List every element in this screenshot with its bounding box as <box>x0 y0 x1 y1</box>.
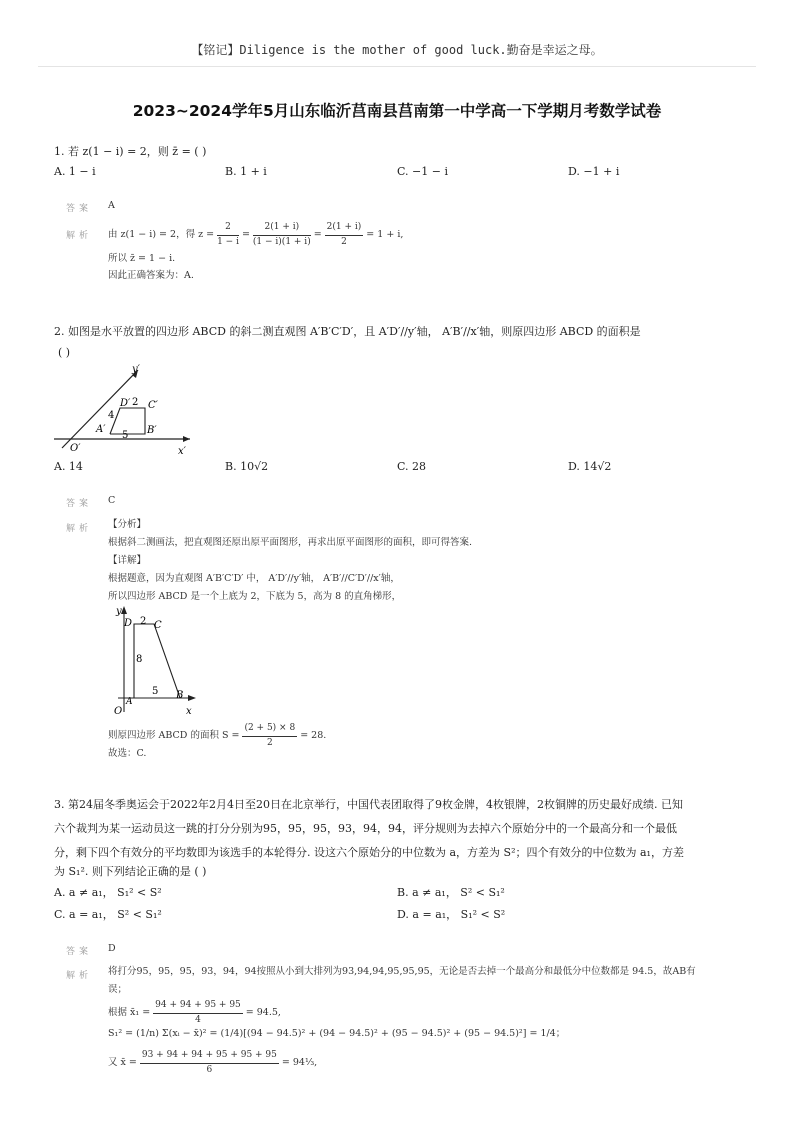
fraction: $\frac{2(1 + i)}{(1 - i)(1 + i)}$ <box>252 222 311 247</box>
q1-solution-line2: 所以 z̄ = 1 − i. <box>108 253 176 264</box>
q3-option-b[interactable]: B. a ≠ a₁， S² < S₁² <box>397 886 505 899</box>
q1-option-d[interactable]: D. −1 + i <box>568 165 620 178</box>
axis-label-x: x′ <box>178 446 186 457</box>
point-label-d: D <box>124 618 133 629</box>
q2-option-d[interactable]: D. 14√2 <box>568 460 612 473</box>
q3-stem-line4: 为 S₁². 则下列结论正确的是 ( ) <box>54 865 207 878</box>
length-label-side: 8 <box>136 654 143 665</box>
q3-sol-line3 <box>108 999 281 1027</box>
q2-sol-line5: 故选：C. <box>108 748 147 759</box>
q3-answer-label: 答案 <box>66 947 93 957</box>
q1-option-c[interactable]: C. −1 − i <box>397 165 448 178</box>
q3-sol-text: = 94.5, <box>245 1006 281 1018</box>
q2-oblique-figure <box>52 360 202 458</box>
q1-answer: A <box>108 200 115 211</box>
q2-analysis-label: 解析 <box>66 524 93 534</box>
axis-label-y: y <box>116 606 122 617</box>
q3-option-d[interactable]: D. a = a₁， S₁² < S² <box>397 908 506 921</box>
q1-analysis-label: 解析 <box>66 231 93 241</box>
point-label-o: O′ <box>70 443 81 454</box>
divider <box>38 66 756 67</box>
q2-stem-paren: ( ) <box>58 346 71 359</box>
length-label-top: 2 <box>132 397 139 408</box>
q3-option-a[interactable]: A. a ≠ a₁， S₁² < S² <box>54 886 162 899</box>
q3-stem-line2: 六个裁判为某一运动员这一跳的打分分别为95，95，95，93，94，94，评分规则为去掉六个原始分中的一个最高分和一个最低 <box>54 822 677 835</box>
q3-sol-line2: 误； <box>108 984 128 995</box>
q3-sol-text: 又 x̄ = <box>108 1056 137 1068</box>
q2-option-a[interactable]: A. 14 <box>54 460 83 473</box>
point-label-a: A′ <box>96 424 106 435</box>
q3-analysis-label: 解析 <box>66 971 93 981</box>
axis-label-x: x <box>186 706 192 717</box>
q3-sol-text: = 94⅓, <box>281 1056 318 1068</box>
q2-sol-line3: 所以四边形 ABCD 是一个上底为 2，下底为 5，高为 8 的直角梯形， <box>108 591 402 602</box>
length-label-bottom: 5 <box>152 686 159 697</box>
q2-sol-line4 <box>108 722 326 750</box>
q2-stem: 2. 如图是水平放置的四边形 ABCD 的斜二测直观图 A′B′C′D′，且 A′D′//y′轴， A′B′//x′轴，则原四边形 ABCD 的面积是 <box>54 325 641 338</box>
point-label-d: D′ <box>120 398 131 409</box>
fraction: $\frac{93 + 94 + 94 + 95 + 95 + 95}{6}$ <box>141 1050 277 1075</box>
page-title: 2023~2024学年5月山东临沂莒南县莒南第一中学高一下学期月考数学试卷 <box>132 102 662 120</box>
fraction: $\frac{2}{1 - i}$ <box>217 222 239 247</box>
point-label-a: A <box>126 697 133 707</box>
q2-answer: C <box>108 495 116 506</box>
q3-answer: D <box>108 943 116 954</box>
q2-original-figure <box>110 604 200 718</box>
q3-sol-line4: S₁² = (1/n) Σ(xᵢ − x̄)² = (1/4)[(94 − 94.5)² + (94 − 94.5)² + (95 − 94.5)² + (95 − 94.5)²] = 1/4； <box>108 1028 566 1039</box>
q2-sol-text: = 28. <box>300 729 327 741</box>
q1-answer-label: 答案 <box>66 204 93 214</box>
fraction: $\frac{94 + 94 + 95 + 95}{4}$ <box>155 1000 241 1025</box>
length-label-bottom: 5 <box>122 430 129 441</box>
q1-stem: 1. 若 z(1 − i) = 2，则 z̄ = ( ) <box>54 145 207 158</box>
q1-sol-text: 由 z(1 − i) = 2，得 z = <box>108 228 215 240</box>
axis-label-y: y′ <box>132 364 140 375</box>
q3-sol-line1: 将打分95，95，95，93，94，94按照从小到大排列为93,94,94,95,95,95，无论是否去掉一个最高分和最低分中位数都是 94.5，故AB有 <box>108 966 696 977</box>
q1-sol-text: = 1 + i, <box>366 228 404 240</box>
fraction: $\frac{(2 + 5) \times 8}{2}$ <box>244 723 296 748</box>
point-label-c: C <box>154 620 162 631</box>
q3-sol-text: 根据 x̄₁ = <box>108 1006 151 1018</box>
q1-solution-line1: 由 z(1 − i) = 2，得 z = $\frac{2}{1 - i}$ = $\frac{2(1 + i)}{(1 - i)(1 + i)}$ = $\frac{2(1 + i)}{2}$ = 1 + i, <box>108 221 403 249</box>
q2-sol-fenxi: 【分析】 <box>108 519 147 530</box>
point-label-c: C′ <box>148 400 158 411</box>
q3-sol-line5 <box>108 1049 317 1077</box>
point-label-b: B′ <box>147 425 157 436</box>
q2-answer-label: 答案 <box>66 499 93 509</box>
q3-stem-line3: 分，剩下四个有效分的平均数即为该选手的本轮得分. 设这六个原始分的中位数为 a，方差为 S²；四个有效分的中位数为 a₁，方差 <box>54 846 684 859</box>
q1-solution-line3: 因此正确答案为：A. <box>108 270 194 281</box>
point-label-o: O <box>114 706 123 717</box>
motto: 【铭记】Diligence is the mother of good luck.勤奋是幸运之母。 <box>191 43 603 57</box>
q2-sol-line2: 根据题意，因为直观图 A′B′C′D′ 中， A′D′//y′轴， A′B′//C′D′//x′轴， <box>108 573 400 584</box>
length-label-side: 4 <box>108 410 115 421</box>
length-label-top: 2 <box>140 616 147 627</box>
point-label-b: B <box>176 690 184 701</box>
q1-option-b[interactable]: B. 1 + i <box>225 165 267 178</box>
q2-option-c[interactable]: C. 28 <box>397 460 427 473</box>
q2-sol-xiangjie: 【详解】 <box>108 555 147 566</box>
q2-sol-text: 则原四边形 ABCD 的面积 S = <box>108 729 240 741</box>
q1-option-a[interactable]: A. 1 − i <box>54 165 96 178</box>
q2-sol-line1: 根据斜二测画法，把直观图还原出原平面图形，再求出原平面图形的面积，即可得答案. <box>108 537 473 548</box>
q3-stem-line1: 3. 第24届冬季奥运会于2022年2月4日至20日在北京举行，中国代表团取得了9枚金牌，4枚银牌，2枚铜牌的历史最好成绩. 已知 <box>54 798 683 811</box>
q2-option-b[interactable]: B. 10√2 <box>225 460 269 473</box>
fraction: $\frac{2(1 + i)}{2}$ <box>326 222 362 247</box>
q3-option-c[interactable]: C. a = a₁， S² < S₁² <box>54 908 162 921</box>
